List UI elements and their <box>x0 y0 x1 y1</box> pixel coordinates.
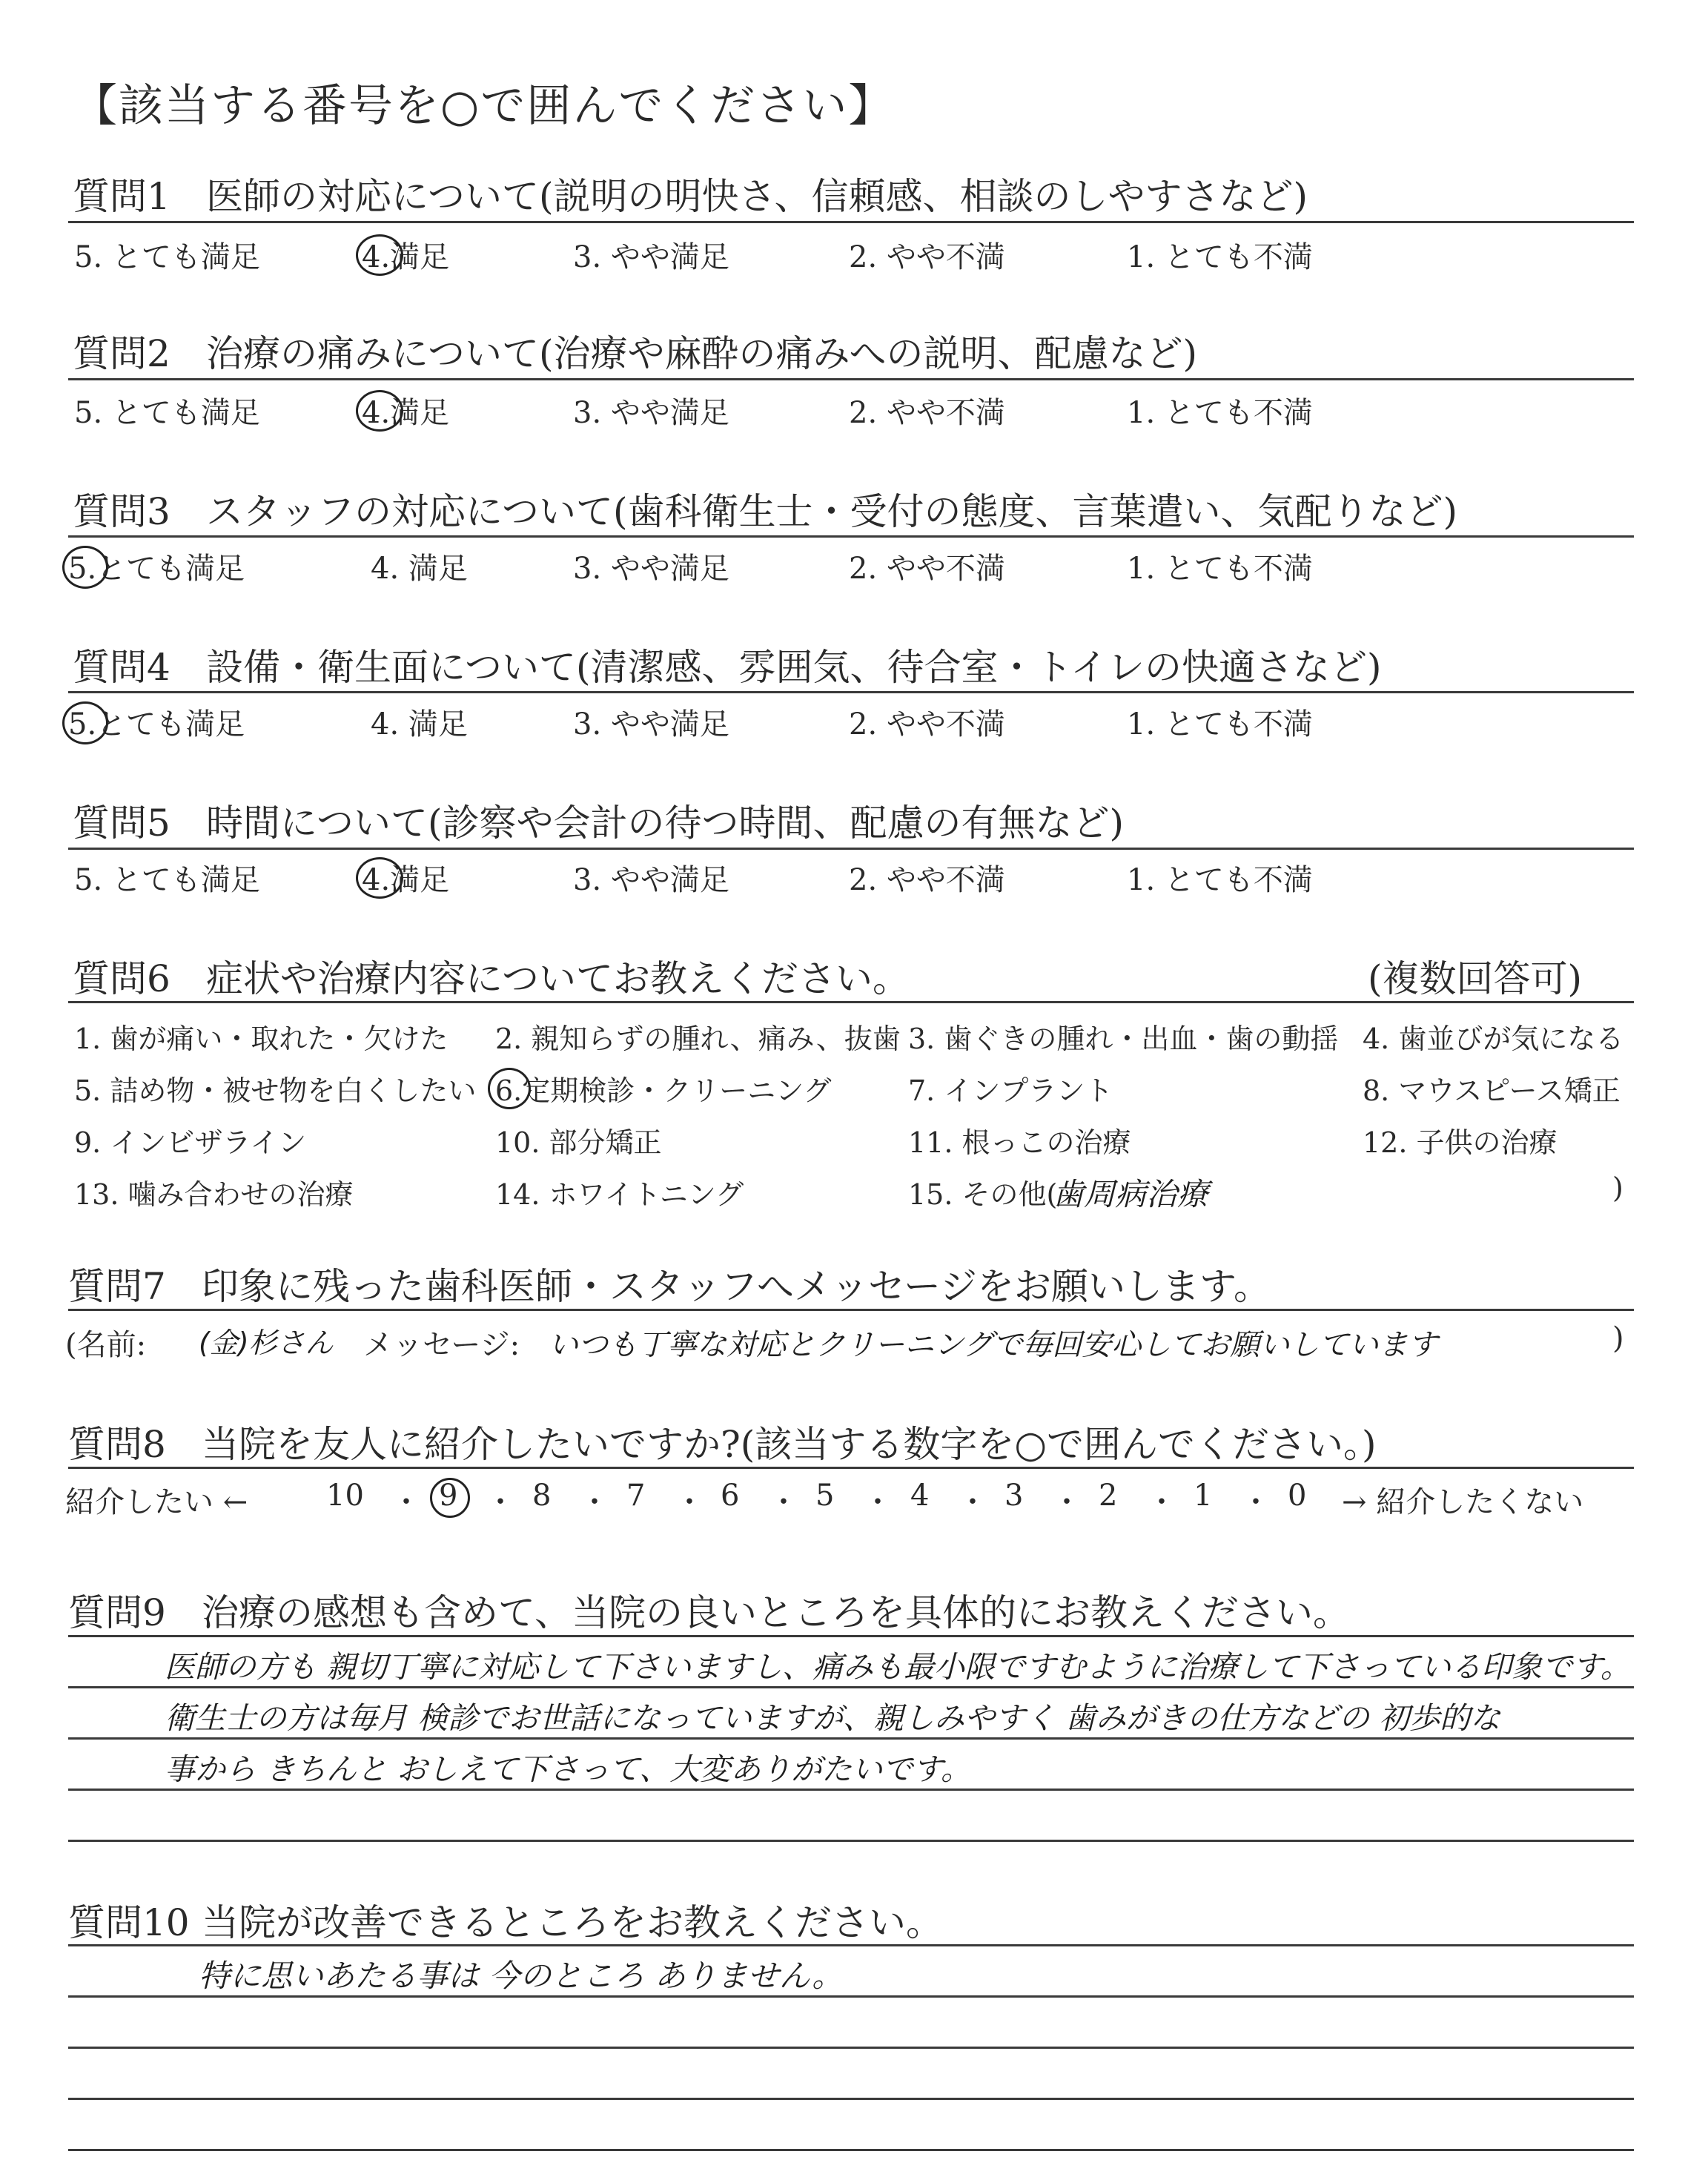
q8-label: 質問8 <box>68 1423 166 1466</box>
q5-selection-circle <box>356 857 403 899</box>
q2-option-1[interactable]: 1. とても不満 <box>1127 396 1313 430</box>
q4-rule <box>68 691 1634 693</box>
q4-option-2[interactable]: 2. やや不満 <box>849 707 1005 742</box>
q7-message-label: メッセージ: <box>363 1328 520 1362</box>
q7-close-paren: ) <box>1612 1321 1624 1355</box>
q9-writing-line <box>68 1737 1634 1740</box>
q8-scale-10[interactable]: 10 <box>326 1479 364 1513</box>
q5-option-4[interactable]: 4.満足 <box>362 863 450 897</box>
q10-writing-line <box>68 2149 1634 2151</box>
q8-scale-dot: ・ <box>486 1485 515 1519</box>
q8-question: 当院を友人に紹介したいですか?(該当する数字を○で囲んでください。) <box>202 1423 1377 1466</box>
q2-selection-circle <box>356 390 403 432</box>
q5-label: 質問5 <box>73 802 171 845</box>
q1-label: 質問1 <box>73 175 171 218</box>
q6-item-15[interactable]: 15. その他( <box>908 1178 1058 1211</box>
q1-selection-circle <box>356 234 403 276</box>
q3-option-5[interactable]: 5.とても満足 <box>68 552 245 586</box>
page-title: 【該当する番号を○で囲んでください】 <box>73 80 895 132</box>
q6-selection-circle <box>488 1068 531 1109</box>
q2-option-3[interactable]: 3. やや満足 <box>573 396 729 430</box>
q3-selection-circle <box>62 546 108 589</box>
q8-scale-dot: ・ <box>391 1485 421 1519</box>
q8-rule <box>68 1467 1634 1469</box>
q4-label: 質問4 <box>73 646 171 689</box>
q8-scale-dot: ・ <box>1147 1485 1176 1519</box>
q10-question: 当院が改善できるところをお教えください。 <box>202 1901 943 1944</box>
q8-scale-dot: ・ <box>863 1485 893 1519</box>
q4-option-1[interactable]: 1. とても不満 <box>1127 707 1313 742</box>
q8-scale-8[interactable]: 8 <box>532 1479 552 1513</box>
q6-item-5[interactable]: 5. 詰め物・被せ物を白くしたい <box>74 1074 477 1107</box>
q10-writing-line <box>68 2098 1634 2100</box>
q8-scale-9[interactable]: 9 <box>439 1479 458 1513</box>
q6-item-3[interactable]: 3. 歯ぐきの腫れ・出血・歯の動揺 <box>908 1023 1339 1055</box>
q2-option-2[interactable]: 2. やや不満 <box>849 396 1005 430</box>
q6-item-13[interactable]: 13. 噛み合わせの治療 <box>74 1178 354 1211</box>
q6-item-7[interactable]: 7. インプラント <box>908 1074 1113 1107</box>
q9-writing-line <box>68 1686 1634 1688</box>
q8-scale-dot: ・ <box>675 1485 704 1519</box>
q9-answer-line-2[interactable]: 衛生士の方は毎月 検診でお世話になっていますが、親しみやすく 歯みがきの仕方などの 初歩的な <box>165 1700 1501 1736</box>
q9-label: 質問9 <box>68 1591 166 1634</box>
q10-rule <box>68 1944 1634 1946</box>
q10-label: 質問10 <box>68 1901 190 1944</box>
q8-scale-4[interactable]: 4 <box>910 1479 930 1513</box>
q4-option-3[interactable]: 3. やや満足 <box>573 707 729 742</box>
q6-other-answer[interactable]: 歯周病治療 <box>1053 1176 1209 1212</box>
q6-rule <box>68 1001 1634 1003</box>
q7-message-value[interactable]: いつも丁寧な対応とクリーニングで毎回安心してお願いしています <box>549 1328 1438 1362</box>
q9-writing-line <box>68 1840 1634 1842</box>
q1-option-5[interactable]: 5. とても満足 <box>74 240 260 274</box>
q3-option-4[interactable]: 4. 満足 <box>371 552 468 586</box>
q6-item-6[interactable]: 6.定期検診・クリーニング <box>495 1074 832 1107</box>
q8-scale-dot: ・ <box>580 1485 609 1519</box>
q8-scale-7[interactable]: 7 <box>626 1479 646 1513</box>
q8-scale-0[interactable]: 0 <box>1288 1479 1307 1513</box>
q4-option-5[interactable]: 5.とても満足 <box>68 707 245 742</box>
q1-option-1[interactable]: 1. とても不満 <box>1127 240 1313 274</box>
q7-name-value[interactable]: (金)杉さん <box>199 1327 334 1359</box>
q6-item-1[interactable]: 1. 歯が痛い・取れた・欠けた <box>74 1023 448 1055</box>
q6-item-12[interactable]: 12. 子供の治療 <box>1363 1126 1558 1159</box>
q6-item-10[interactable]: 10. 部分矯正 <box>495 1126 662 1159</box>
q8-selection-circle <box>430 1478 470 1518</box>
q4-option-4[interactable]: 4. 満足 <box>371 707 468 742</box>
q5-rule <box>68 848 1634 850</box>
q5-option-1[interactable]: 1. とても不満 <box>1127 863 1313 897</box>
q8-scale-dot: ・ <box>1241 1485 1271 1519</box>
q5-question: 時間について(診察や会計の待つ時間、配慮の有無など) <box>206 802 1125 845</box>
q8-scale-dot: ・ <box>958 1485 987 1519</box>
q9-answer-line-3[interactable]: 事から きちんと おしえて下さって、大変ありがたいです。 <box>165 1751 971 1787</box>
q6-other-close-paren: ) <box>1612 1172 1623 1204</box>
q10-writing-line <box>68 1995 1634 1998</box>
q3-option-3[interactable]: 3. やや満足 <box>573 552 729 586</box>
q7-rule <box>68 1309 1634 1311</box>
q8-scale-5[interactable]: 5 <box>815 1479 835 1513</box>
q1-option-4[interactable]: 4.満足 <box>362 240 450 274</box>
q8-right-label: → 紹介したくない <box>1342 1485 1584 1519</box>
q1-question: 医師の対応について(説明の明快さ、信頼感、相談のしやすさなど) <box>206 175 1308 218</box>
q8-scale-6[interactable]: 6 <box>721 1479 740 1513</box>
q3-label: 質問3 <box>73 490 171 533</box>
q8-scale-dot: ・ <box>769 1485 798 1519</box>
q8-left-label: 紹介したい ← <box>65 1485 248 1519</box>
q8-scale-3[interactable]: 3 <box>1004 1479 1024 1513</box>
q10-answer-line-1[interactable]: 特に思いあたる事は 今のところ ありません。 <box>199 1958 844 1994</box>
q6-label: 質問6 <box>73 957 171 1000</box>
q2-label: 質問2 <box>73 332 171 375</box>
q5-option-5[interactable]: 5. とても満足 <box>74 863 260 897</box>
q6-item-11[interactable]: 11. 根っこの治療 <box>908 1126 1131 1159</box>
q3-option-2[interactable]: 2. やや不満 <box>849 552 1005 586</box>
q1-option-2[interactable]: 2. やや不満 <box>849 240 1005 274</box>
q7-name-label: (名前: <box>65 1328 147 1362</box>
q4-selection-circle <box>62 701 108 744</box>
q5-option-2[interactable]: 2. やや不満 <box>849 863 1005 897</box>
q10-writing-line <box>68 2047 1634 2049</box>
q6-note: (複数回答可) <box>1368 957 1583 1000</box>
q6-item-14[interactable]: 14. ホワイトニング <box>495 1178 744 1211</box>
q4-question: 設備・衛生面について(清潔感、雰囲気、待合室・トイレの快適さなど) <box>206 646 1382 689</box>
q2-option-5[interactable]: 5. とても満足 <box>74 396 260 430</box>
q6-item-8[interactable]: 8. マウスピース矯正 <box>1363 1074 1621 1107</box>
q3-question: スタッフの対応について(歯科衛生士・受付の態度、言葉遣い、気配りなど) <box>206 490 1458 533</box>
q2-question: 治療の痛みについて(治療や麻酔の痛みへの説明、配慮など) <box>206 332 1198 375</box>
q2-option-4[interactable]: 4.満足 <box>362 396 450 430</box>
q8-scale-1[interactable]: 1 <box>1194 1479 1213 1513</box>
q1-option-3[interactable]: 3. やや満足 <box>573 240 729 274</box>
q2-rule <box>68 378 1634 380</box>
q8-scale-dot: ・ <box>1052 1485 1082 1519</box>
q9-writing-line <box>68 1789 1634 1791</box>
q6-item-2[interactable]: 2. 親知らずの腫れ、痛み、抜歯 <box>495 1023 901 1055</box>
q3-option-1[interactable]: 1. とても不満 <box>1127 552 1313 586</box>
q7-question: 印象に残った歯科医師・スタッフへメッセージをお願いします。 <box>202 1265 1271 1308</box>
q9-question: 治療の感想も含めて、当院の良いところを具体的にお教えください。 <box>202 1591 1350 1634</box>
q7-label: 質問7 <box>68 1265 166 1308</box>
q5-option-3[interactable]: 3. やや満足 <box>573 863 729 897</box>
q9-answer-line-1[interactable]: 医師の方も 親切丁寧に対応して下さいますし、痛みも最小限ですむように治療して下さっている印象です。 <box>165 1649 1631 1685</box>
q6-item-4[interactable]: 4. 歯並びが気になる <box>1363 1023 1624 1055</box>
q9-rule <box>68 1635 1634 1637</box>
q6-item-9[interactable]: 9. インビザライン <box>74 1126 307 1159</box>
q3-rule <box>68 535 1634 538</box>
q8-scale-2[interactable]: 2 <box>1099 1479 1118 1513</box>
q1-rule <box>68 221 1634 223</box>
q6-question: 症状や治療内容についてお教えください。 <box>206 957 910 1000</box>
